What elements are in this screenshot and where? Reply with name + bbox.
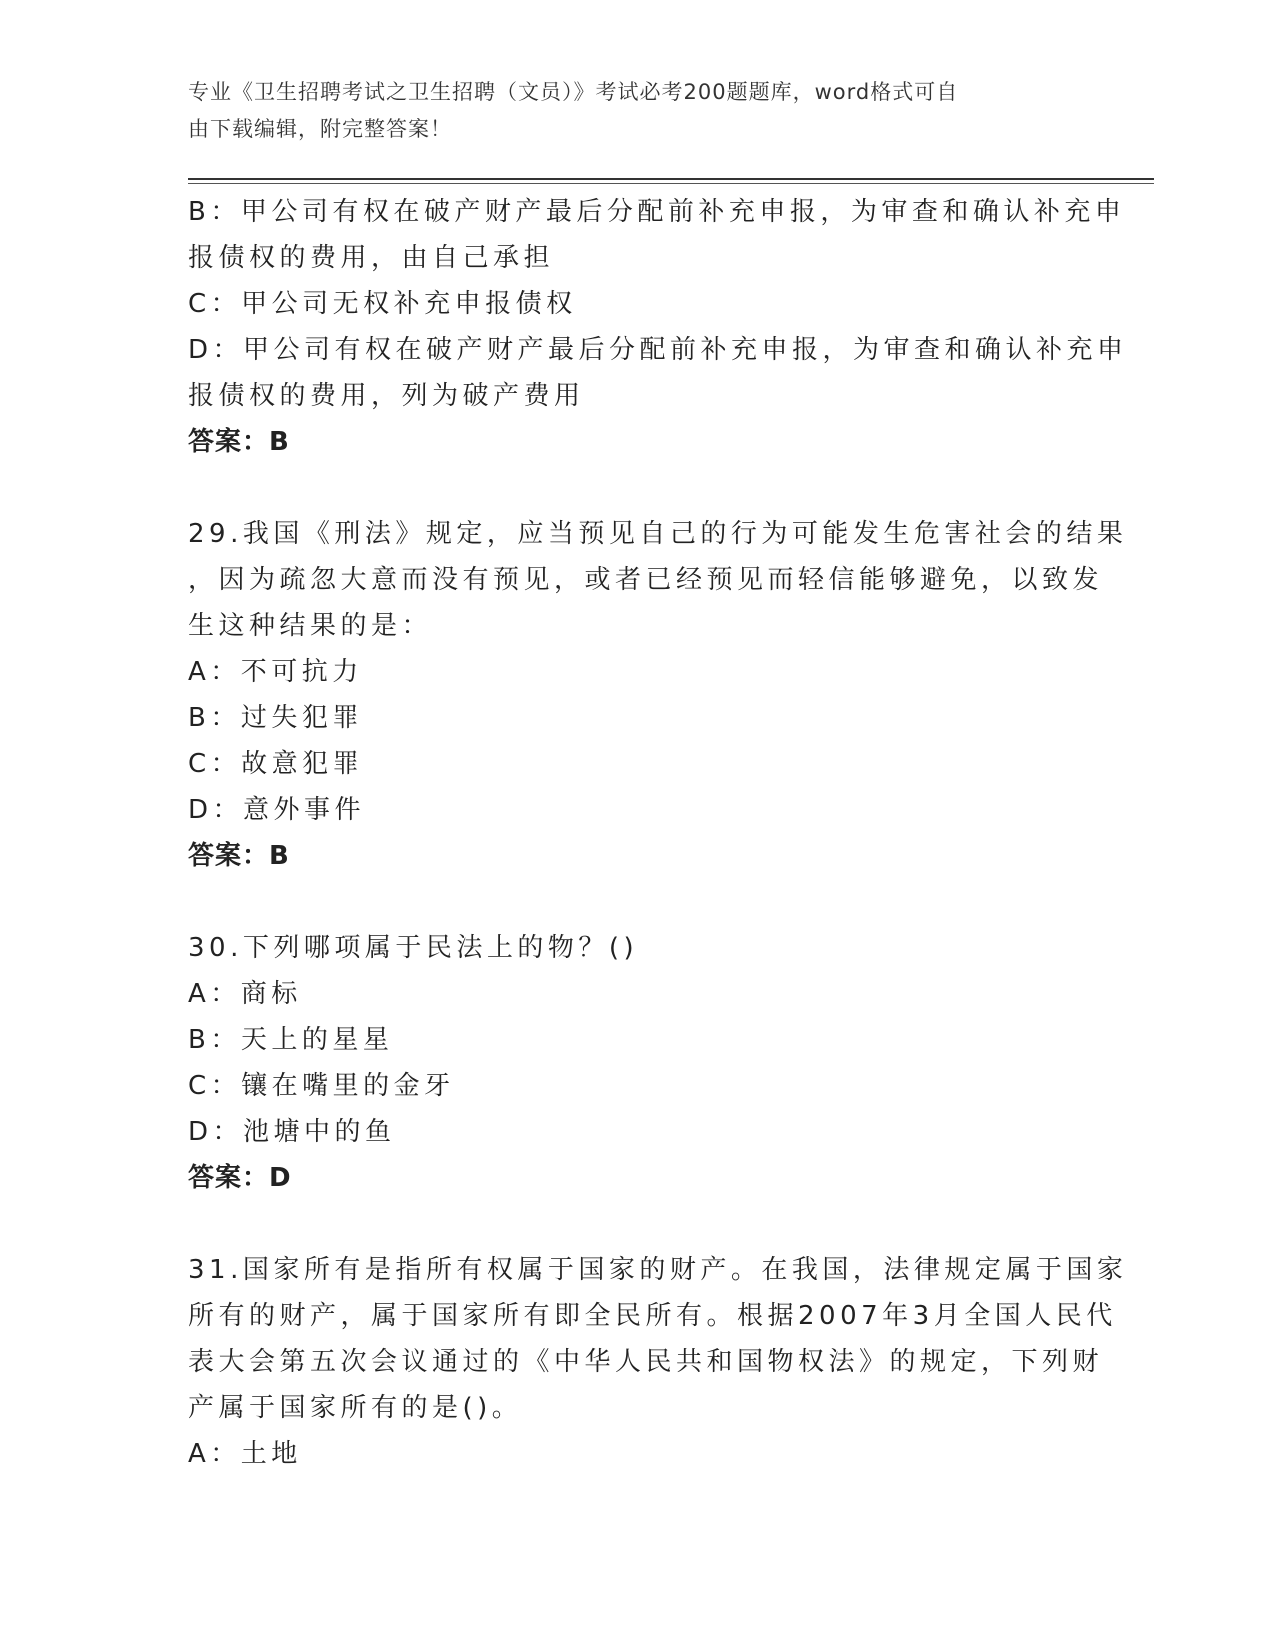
spacer	[188, 879, 1088, 925]
option-d-line-2: 报债权的费用，列为破产费用	[188, 381, 585, 411]
question-28	[188, 189, 1128, 465]
option-a: A：不可抗力	[188, 657, 363, 687]
header-title-line-1: 专业《卫生招聘考试之卫生招聘（文员）》考试必考200题题库，word格式可自	[188, 80, 959, 104]
answer-30: 答案：D	[188, 1163, 292, 1193]
question-30	[188, 925, 1088, 1201]
question-stem-line-1: 29.我国《刑法》规定，应当预见自己的行为可能发生危害社会的结果	[188, 519, 1128, 549]
question-stem: 30.下列哪项属于民法上的物？()	[188, 933, 639, 963]
question-stem-line-4: 产属于国家所有的是()。	[188, 1393, 523, 1423]
option-b: B：天上的星星	[188, 1025, 394, 1055]
header-divider-thick	[188, 178, 1154, 180]
answer-29: 答案：B	[188, 841, 290, 871]
question-stem-line-3: 生这种结果的是：	[188, 611, 433, 641]
option-a: A：商标	[188, 979, 302, 1009]
question-stem-line-2: 所有的财产，属于国家所有即全民所有。根据2007年3月全国人民代	[188, 1301, 1117, 1331]
document-header	[188, 74, 1088, 148]
question-stem-line-2: ，因为疏忽大意而没有预见，或者已经预见而轻信能够避免，以致发	[188, 565, 1104, 595]
question-stem-line-3: 表大会第五次会议通过的《中华人民共和国物权法》的规定，下列财	[188, 1347, 1104, 1377]
option-b: B：过失犯罪	[188, 703, 363, 733]
option-a: A：土地	[188, 1439, 302, 1469]
question-stem-line-1: 31.国家所有是指所有权属于国家的财产。在我国，法律规定属于国家	[188, 1255, 1128, 1285]
option-c: C：甲公司无权补充申报债权	[188, 289, 577, 319]
option-c: C：故意犯罪	[188, 749, 364, 779]
spacer	[188, 1201, 1088, 1247]
document-body	[188, 189, 1128, 1477]
header-divider-thin	[188, 183, 1154, 184]
spacer	[188, 465, 1088, 511]
option-d: D：池塘中的鱼	[188, 1117, 396, 1147]
question-31	[188, 1247, 1128, 1477]
option-b-line-1: B：甲公司有权在破产财产最后分配前补充申报，为审查和确认补充申	[188, 197, 1126, 227]
answer-28: 答案：B	[188, 427, 290, 457]
question-29	[188, 511, 1128, 879]
option-d-line-1: D：甲公司有权在破产财产最后分配前补充申报，为审查和确认补充申	[188, 335, 1128, 365]
option-d: D：意外事件	[188, 795, 366, 825]
option-c: C：镶在嘴里的金牙	[188, 1071, 455, 1101]
option-b-line-2: 报债权的费用，由自己承担	[188, 243, 555, 273]
header-title-line-2: 由下载编辑，附完整答案！	[188, 117, 452, 141]
